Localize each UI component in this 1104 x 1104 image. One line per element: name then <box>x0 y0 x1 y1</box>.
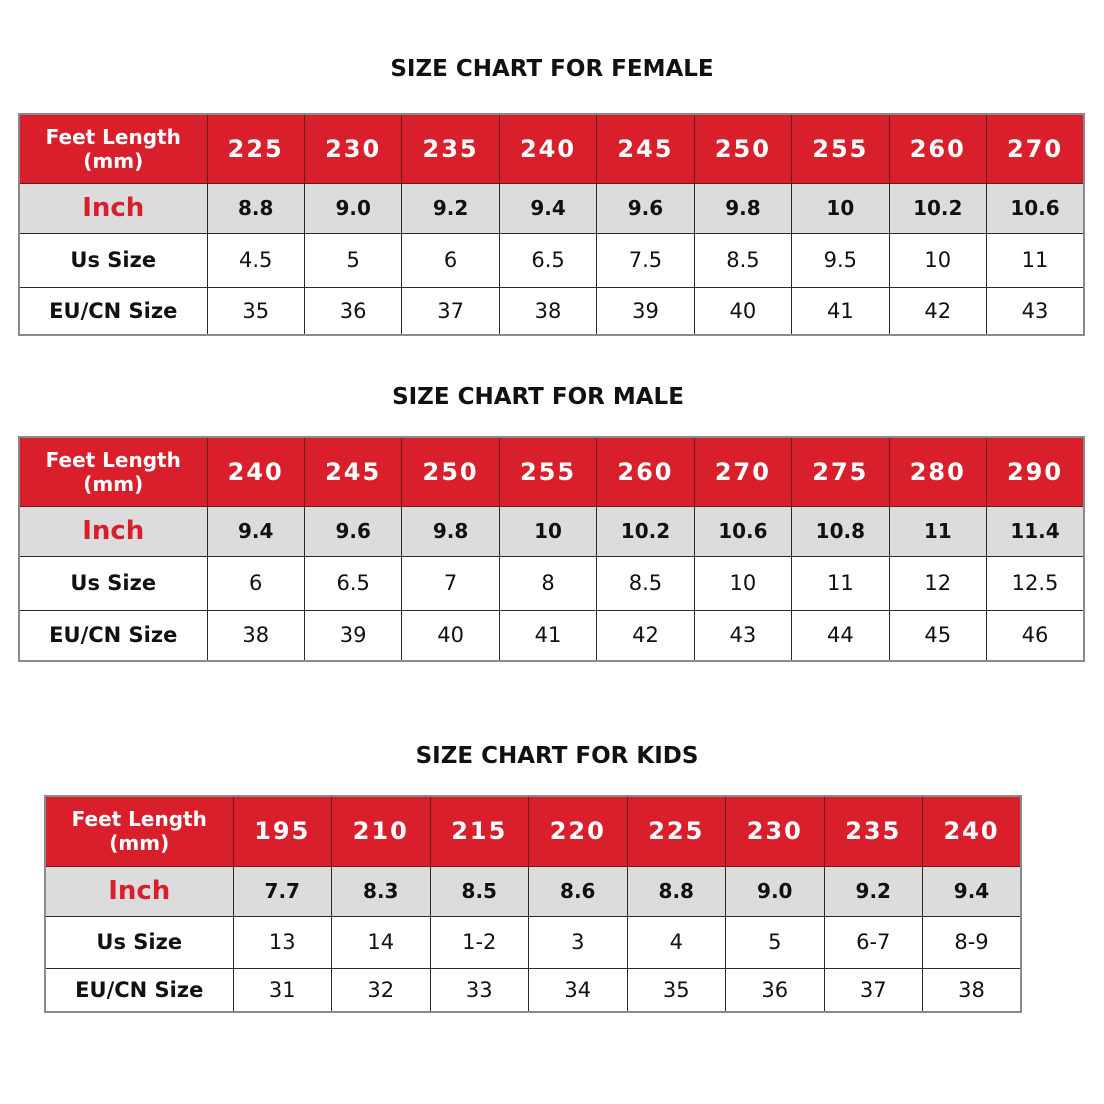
feet-length-label: Feet Length (mm) <box>19 437 207 506</box>
feet-length-cell: 240 <box>499 114 596 183</box>
us-size-cell: 10 <box>889 233 986 287</box>
us-size-cell: 11 <box>792 556 889 610</box>
us-size-cell: 6-7 <box>824 916 923 968</box>
us-size-cell: 12.5 <box>987 556 1085 610</box>
feet-length-cell: 250 <box>694 114 791 183</box>
female-chart-title: SIZE CHART FOR FEMALE <box>390 56 714 82</box>
us-size-cell: 1-2 <box>430 916 529 968</box>
inch-cell: 10.2 <box>889 183 986 233</box>
eu-cn-size-cell: 45 <box>889 610 986 661</box>
feet-length-cell: 280 <box>889 437 986 506</box>
feet-length-cell: 215 <box>430 796 529 866</box>
inch-cell: 9.4 <box>207 506 304 556</box>
inch-cell: 8.8 <box>627 866 726 916</box>
eu-cn-size-row <box>19 610 1084 661</box>
us-size-cell: 6.5 <box>304 556 401 610</box>
inch-cell: 9.2 <box>402 183 499 233</box>
us-size-label: Us Size <box>19 556 207 610</box>
inch-cell: 9.0 <box>726 866 825 916</box>
feet-length-cell: 225 <box>627 796 726 866</box>
us-size-cell: 4 <box>627 916 726 968</box>
eu-cn-size-cell: 32 <box>332 968 431 1012</box>
us-size-cell: 5 <box>726 916 825 968</box>
inch-cell: 10.2 <box>597 506 694 556</box>
feet-length-cell: 230 <box>726 796 825 866</box>
us-size-cell: 11 <box>987 233 1085 287</box>
eu-cn-size-cell: 38 <box>207 610 304 661</box>
eu-cn-size-cell: 39 <box>304 610 401 661</box>
inch-cell: 9.0 <box>304 183 401 233</box>
us-size-cell: 6 <box>402 233 499 287</box>
inch-cell: 10 <box>499 506 596 556</box>
eu-cn-size-cell: 46 <box>987 610 1085 661</box>
eu-cn-size-cell: 43 <box>987 287 1085 335</box>
inch-label: Inch <box>19 506 207 556</box>
inch-cell: 11 <box>889 506 986 556</box>
feet-length-cell: 240 <box>923 796 1022 866</box>
eu-cn-size-cell: 36 <box>726 968 825 1012</box>
inch-cell: 9.4 <box>499 183 596 233</box>
inch-cell: 8.3 <box>332 866 431 916</box>
eu-cn-size-cell: 35 <box>627 968 726 1012</box>
feet-length-cell: 245 <box>304 437 401 506</box>
feet-length-cell: 270 <box>987 114 1085 183</box>
inch-cell: 8.5 <box>430 866 529 916</box>
male-chart-title: SIZE CHART FOR MALE <box>392 384 684 410</box>
us-size-cell: 14 <box>332 916 431 968</box>
inch-cell: 8.6 <box>529 866 628 916</box>
male-size-table <box>18 436 1085 662</box>
feet-length-cell: 270 <box>694 437 791 506</box>
inch-label: Inch <box>19 183 207 233</box>
eu-cn-size-cell: 39 <box>597 287 694 335</box>
feet-length-label: Feet Length (mm) <box>45 796 233 866</box>
eu-cn-size-cell: 43 <box>694 610 791 661</box>
eu-cn-size-cell: 40 <box>694 287 791 335</box>
eu-cn-size-cell: 35 <box>207 287 304 335</box>
us-size-cell: 10 <box>694 556 791 610</box>
inch-cell: 9.8 <box>694 183 791 233</box>
inch-label: Inch <box>45 866 233 916</box>
feet-length-cell: 245 <box>597 114 694 183</box>
inch-cell: 9.6 <box>597 183 694 233</box>
kids-size-table <box>44 795 1022 1013</box>
eu-cn-size-cell: 37 <box>824 968 923 1012</box>
eu-cn-size-row <box>19 287 1084 335</box>
feet-length-cell: 255 <box>499 437 596 506</box>
inch-row <box>45 866 1021 916</box>
feet-length-row <box>19 437 1084 506</box>
eu-cn-size-cell: 31 <box>233 968 332 1012</box>
us-size-cell: 6 <box>207 556 304 610</box>
feet-length-cell: 235 <box>824 796 923 866</box>
feet-length-row <box>45 796 1021 866</box>
us-size-row <box>19 556 1084 610</box>
us-size-label: Us Size <box>45 916 233 968</box>
us-size-row <box>19 233 1084 287</box>
us-size-cell: 3 <box>529 916 628 968</box>
feet-length-cell: 230 <box>304 114 401 183</box>
inch-cell: 10 <box>792 183 889 233</box>
us-size-cell: 12 <box>889 556 986 610</box>
us-size-cell: 6.5 <box>499 233 596 287</box>
us-size-cell: 8.5 <box>597 556 694 610</box>
feet-length-cell: 250 <box>402 437 499 506</box>
eu-cn-size-cell: 40 <box>402 610 499 661</box>
inch-cell: 9.6 <box>304 506 401 556</box>
eu-cn-size-label: EU/CN Size <box>19 287 207 335</box>
inch-cell: 9.4 <box>923 866 1022 916</box>
eu-cn-size-cell: 42 <box>889 287 986 335</box>
us-size-cell: 4.5 <box>207 233 304 287</box>
inch-cell: 9.2 <box>824 866 923 916</box>
feet-length-cell: 210 <box>332 796 431 866</box>
eu-cn-size-cell: 33 <box>430 968 529 1012</box>
eu-cn-size-cell: 38 <box>923 968 1022 1012</box>
feet-length-cell: 235 <box>402 114 499 183</box>
eu-cn-size-cell: 41 <box>499 610 596 661</box>
feet-length-cell: 255 <box>792 114 889 183</box>
inch-row <box>19 506 1084 556</box>
feet-length-cell: 290 <box>987 437 1085 506</box>
inch-cell: 7.7 <box>233 866 332 916</box>
eu-cn-size-cell: 36 <box>304 287 401 335</box>
eu-cn-size-label: EU/CN Size <box>45 968 233 1012</box>
inch-cell: 9.8 <box>402 506 499 556</box>
inch-cell: 10.6 <box>694 506 791 556</box>
feet-length-cell: 240 <box>207 437 304 506</box>
eu-cn-size-row <box>45 968 1021 1012</box>
inch-cell: 8.8 <box>207 183 304 233</box>
us-size-cell: 8.5 <box>694 233 791 287</box>
eu-cn-size-cell: 37 <box>402 287 499 335</box>
us-size-cell: 8 <box>499 556 596 610</box>
us-size-cell: 7.5 <box>597 233 694 287</box>
us-size-cell: 9.5 <box>792 233 889 287</box>
eu-cn-size-cell: 42 <box>597 610 694 661</box>
kids-chart-title: SIZE CHART FOR KIDS <box>415 743 699 769</box>
female-size-table <box>18 113 1085 336</box>
us-size-row <box>45 916 1021 968</box>
us-size-cell: 8-9 <box>923 916 1022 968</box>
eu-cn-size-cell: 44 <box>792 610 889 661</box>
us-size-cell: 5 <box>304 233 401 287</box>
eu-cn-size-cell: 38 <box>499 287 596 335</box>
feet-length-label: Feet Length (mm) <box>19 114 207 183</box>
feet-length-cell: 220 <box>529 796 628 866</box>
feet-length-cell: 225 <box>207 114 304 183</box>
feet-length-cell: 195 <box>233 796 332 866</box>
feet-length-cell: 260 <box>597 437 694 506</box>
inch-cell: 10.6 <box>987 183 1085 233</box>
us-size-cell: 13 <box>233 916 332 968</box>
inch-cell: 11.4 <box>987 506 1085 556</box>
us-size-label: Us Size <box>19 233 207 287</box>
inch-cell: 10.8 <box>792 506 889 556</box>
feet-length-cell: 275 <box>792 437 889 506</box>
inch-row <box>19 183 1084 233</box>
feet-length-cell: 260 <box>889 114 986 183</box>
us-size-cell: 7 <box>402 556 499 610</box>
eu-cn-size-cell: 41 <box>792 287 889 335</box>
eu-cn-size-label: EU/CN Size <box>19 610 207 661</box>
feet-length-row <box>19 114 1084 183</box>
eu-cn-size-cell: 34 <box>529 968 628 1012</box>
